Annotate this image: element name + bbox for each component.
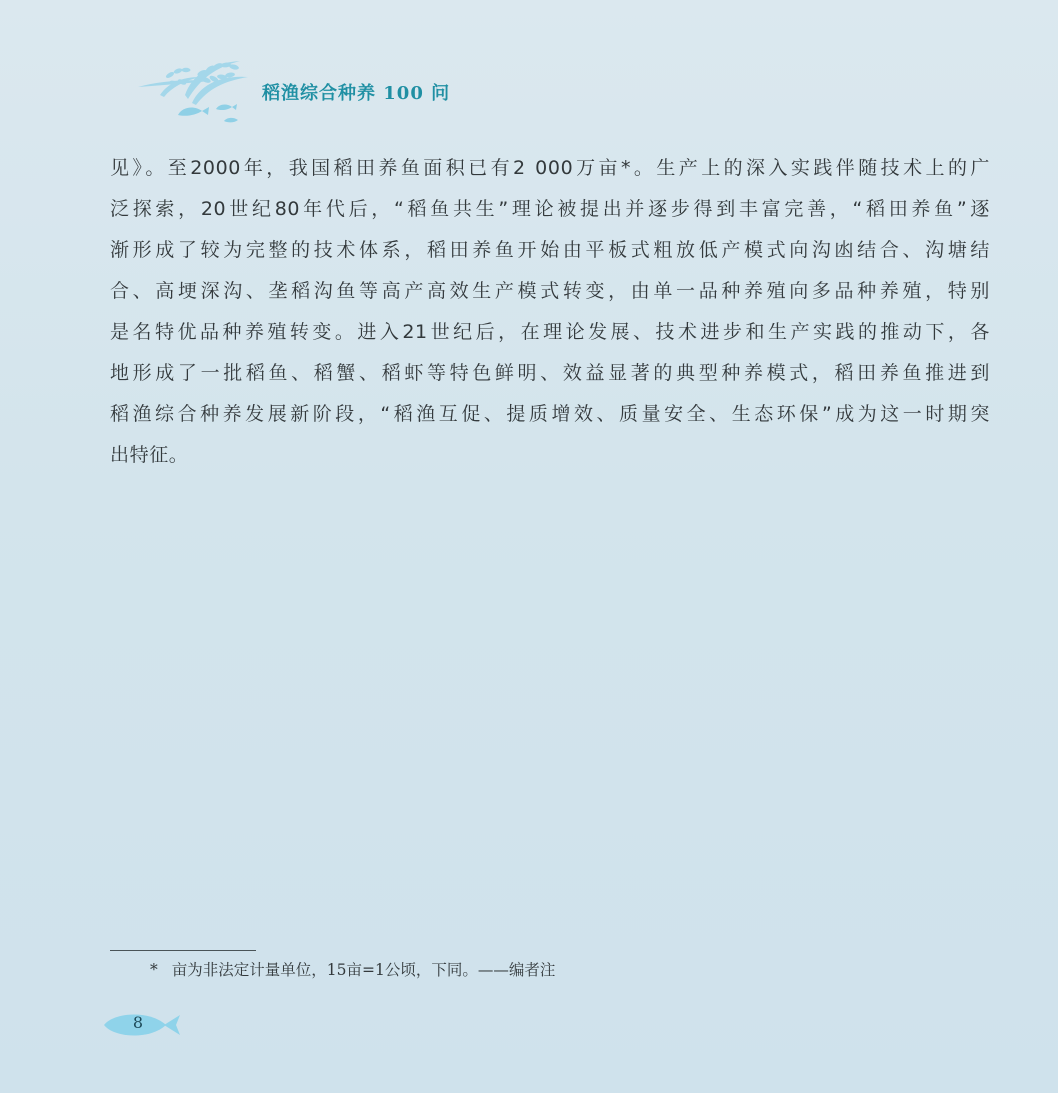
footnote-mark: * <box>150 961 158 979</box>
paragraph-line: 见》。至2000年，我国稻田养鱼面积已有2 000万亩*。生产上的深入实践伴随技术上的广 <box>110 157 990 179</box>
paragraph-line: 是名特优品种养殖转变。进入21世纪后，在理论发展、技术进步和生产实践的推动下，各 <box>110 321 990 343</box>
paragraph-line: 渐形成了较为完整的技术体系，稻田养鱼开始由平板式粗放低产模式向沟凼结合、沟塘结 <box>110 239 990 261</box>
page-number: 8 <box>132 1013 144 1032</box>
paragraph-line: 稻渔综合种养发展新阶段，“稻渔互促、提质增效、质量安全、生态环保”成为这一时期突 <box>110 403 990 425</box>
rice-fish-logo-icon <box>130 55 255 125</box>
paragraph-line: 出特征。 <box>110 444 189 466</box>
paragraph-line: 合、高埂深沟、垄稻沟鱼等高产高效生产模式转变，由单一品种养殖向多品种养殖，特别 <box>110 280 990 302</box>
footnote-text: 亩为非法定计量单位，15亩=1公顷，下同。——编者注 <box>171 961 556 979</box>
body-paragraph <box>110 148 990 476</box>
paragraph-line: 地形成了一批稻鱼、稻蟹、稻虾等特色鲜明、效益显著的典型种养模式，稻田养鱼推进到 <box>110 362 990 384</box>
footnote <box>150 958 555 980</box>
page-header <box>130 55 530 125</box>
book-title: 稻渔综合种养 100 问 <box>262 83 451 104</box>
footnote-divider <box>110 950 256 951</box>
paragraph-line: 泛探索，20世纪80年代后，“稻鱼共生”理论被提出并逐步得到丰富完善，“稻田养鱼”逐 <box>110 198 990 220</box>
